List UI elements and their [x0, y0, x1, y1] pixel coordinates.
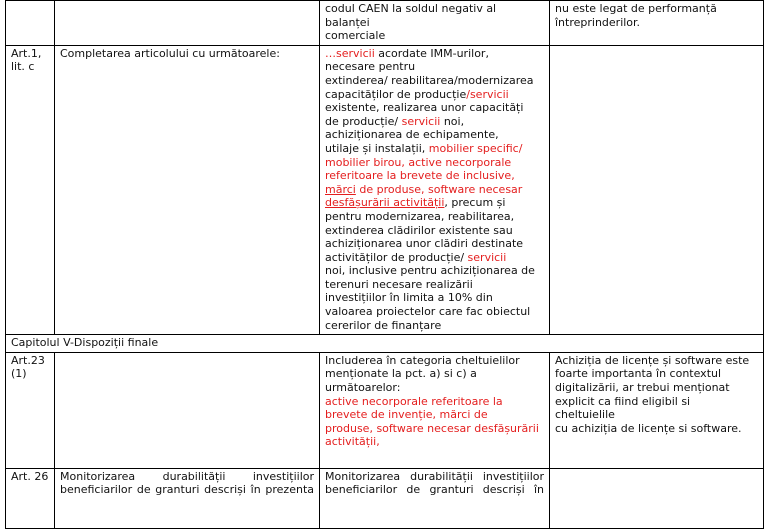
text: cheltuielile — [555, 408, 615, 422]
text: investițiilor în limita a 10% din — [325, 291, 493, 305]
table-row — [6, 45, 764, 334]
text: cererilor de finanțare — [325, 318, 442, 332]
justification-cell — [550, 1, 764, 46]
text: următoarelor: — [325, 381, 401, 395]
article-cell — [6, 352, 55, 468]
text: terenuri necesare realizării — [325, 277, 473, 291]
article-number: Art.23 — [11, 353, 45, 367]
section-title: Capitolul V-Dispoziții finale — [11, 336, 159, 350]
table-row — [6, 468, 764, 528]
text: cu achiziția de licențe si software. — [555, 421, 742, 435]
table-row — [6, 1, 764, 46]
red-text: servicii — [467, 250, 507, 264]
article-letter: lit. c — [11, 60, 35, 74]
text: de producție/ — [325, 114, 402, 128]
article-cell — [6, 45, 55, 334]
justification-cell — [550, 352, 764, 468]
text-line: comerciale — [325, 29, 386, 43]
red-text: …servicii — [325, 46, 375, 60]
text: Achiziția de licențe și software este — [555, 353, 750, 367]
article-number: Art. 26 — [11, 469, 49, 483]
text: extinderea clădirilor existente sau — [325, 223, 513, 237]
text: digitalizării, ar trebui menționat — [555, 381, 730, 395]
text: extinderea/ reabilitarea/modernizarea — [325, 73, 534, 87]
text: valoarea proiectelor care fac obiectul — [325, 305, 531, 319]
amendments-table — [5, 0, 764, 529]
red-text: de produse, software necesar — [355, 182, 523, 196]
red-underlined-text: mărci — [325, 182, 356, 196]
text: noi, inclusive pentru achiziționarea de — [325, 264, 535, 278]
red-text: mobilier birou, active necorporale — [325, 155, 512, 169]
text: pentru modernizarea, reabilitarea, — [325, 209, 515, 223]
text: menționate la pct. a) si c) a — [325, 367, 477, 381]
text-line: nu este legat de performanță — [555, 2, 717, 15]
text: activităților de producție/ — [325, 250, 468, 264]
text: , precum și — [444, 196, 506, 210]
red-text: mobilier specific/ — [428, 141, 523, 155]
text: capacităților de producție — [325, 87, 467, 101]
text: achiziționarea de echipamente, — [325, 128, 499, 142]
justification-cell — [550, 468, 764, 528]
description-cell — [55, 468, 320, 528]
text-line: Monitorizarea durabilității investițiilor — [60, 469, 314, 483]
red-text: /servicii — [466, 87, 509, 101]
text-line: Monitorizarea durabilității investițiilor — [325, 469, 544, 483]
red-text: produse, software necesar desfășurării — [325, 421, 539, 435]
text: acordate IMM-urilor, — [374, 46, 489, 60]
justification-cell — [550, 45, 764, 334]
text: necesare pentru — [325, 60, 416, 74]
text-line: beneficiarilor de granturi descriși în — [325, 483, 544, 497]
text: utilaje și instalații, — [325, 141, 429, 155]
description-cell — [55, 1, 320, 46]
text-line: codul CAEN la soldul negativ al balanței — [325, 2, 497, 29]
red-text: brevete de invenție, mărci de — [325, 408, 488, 422]
amendment-cell — [320, 468, 550, 528]
description-cell — [55, 352, 320, 468]
text: explicit ca fiind eligibil si — [555, 394, 691, 408]
red-text: active necorporale referitoare la — [325, 394, 503, 408]
article-cell — [6, 468, 55, 528]
article-number: Art.1, — [11, 46, 42, 60]
text: achiziționarea unor clădiri destinate — [325, 237, 524, 251]
table-row — [6, 352, 764, 468]
text: Includerea în categoria cheltuielilor — [325, 353, 520, 367]
text-line: beneficiarilor de granturi descriși în prezenta — [60, 483, 314, 497]
section-title-cell — [6, 335, 764, 353]
amendment-cell — [320, 352, 550, 468]
red-text: activității, — [325, 435, 380, 449]
text-line: întreprinderilor. — [555, 15, 641, 29]
description-cell — [55, 45, 320, 334]
article-cell — [6, 1, 55, 46]
amendment-cell — [320, 1, 550, 46]
text: noi, — [440, 114, 465, 128]
red-text: referitoare la brevete de inclusive, — [325, 169, 515, 183]
red-underlined-text: desfășurării activității — [325, 196, 445, 210]
amendment-cell — [320, 45, 550, 334]
article-paragraph: (1) — [11, 367, 27, 381]
description-text: Completarea articolului cu următoarele: — [60, 46, 280, 60]
red-text: servicii — [401, 114, 441, 128]
text: foarte importanta în contextul — [555, 367, 722, 381]
text: existente, realizarea unor capacități — [325, 101, 524, 115]
section-row — [6, 335, 764, 353]
